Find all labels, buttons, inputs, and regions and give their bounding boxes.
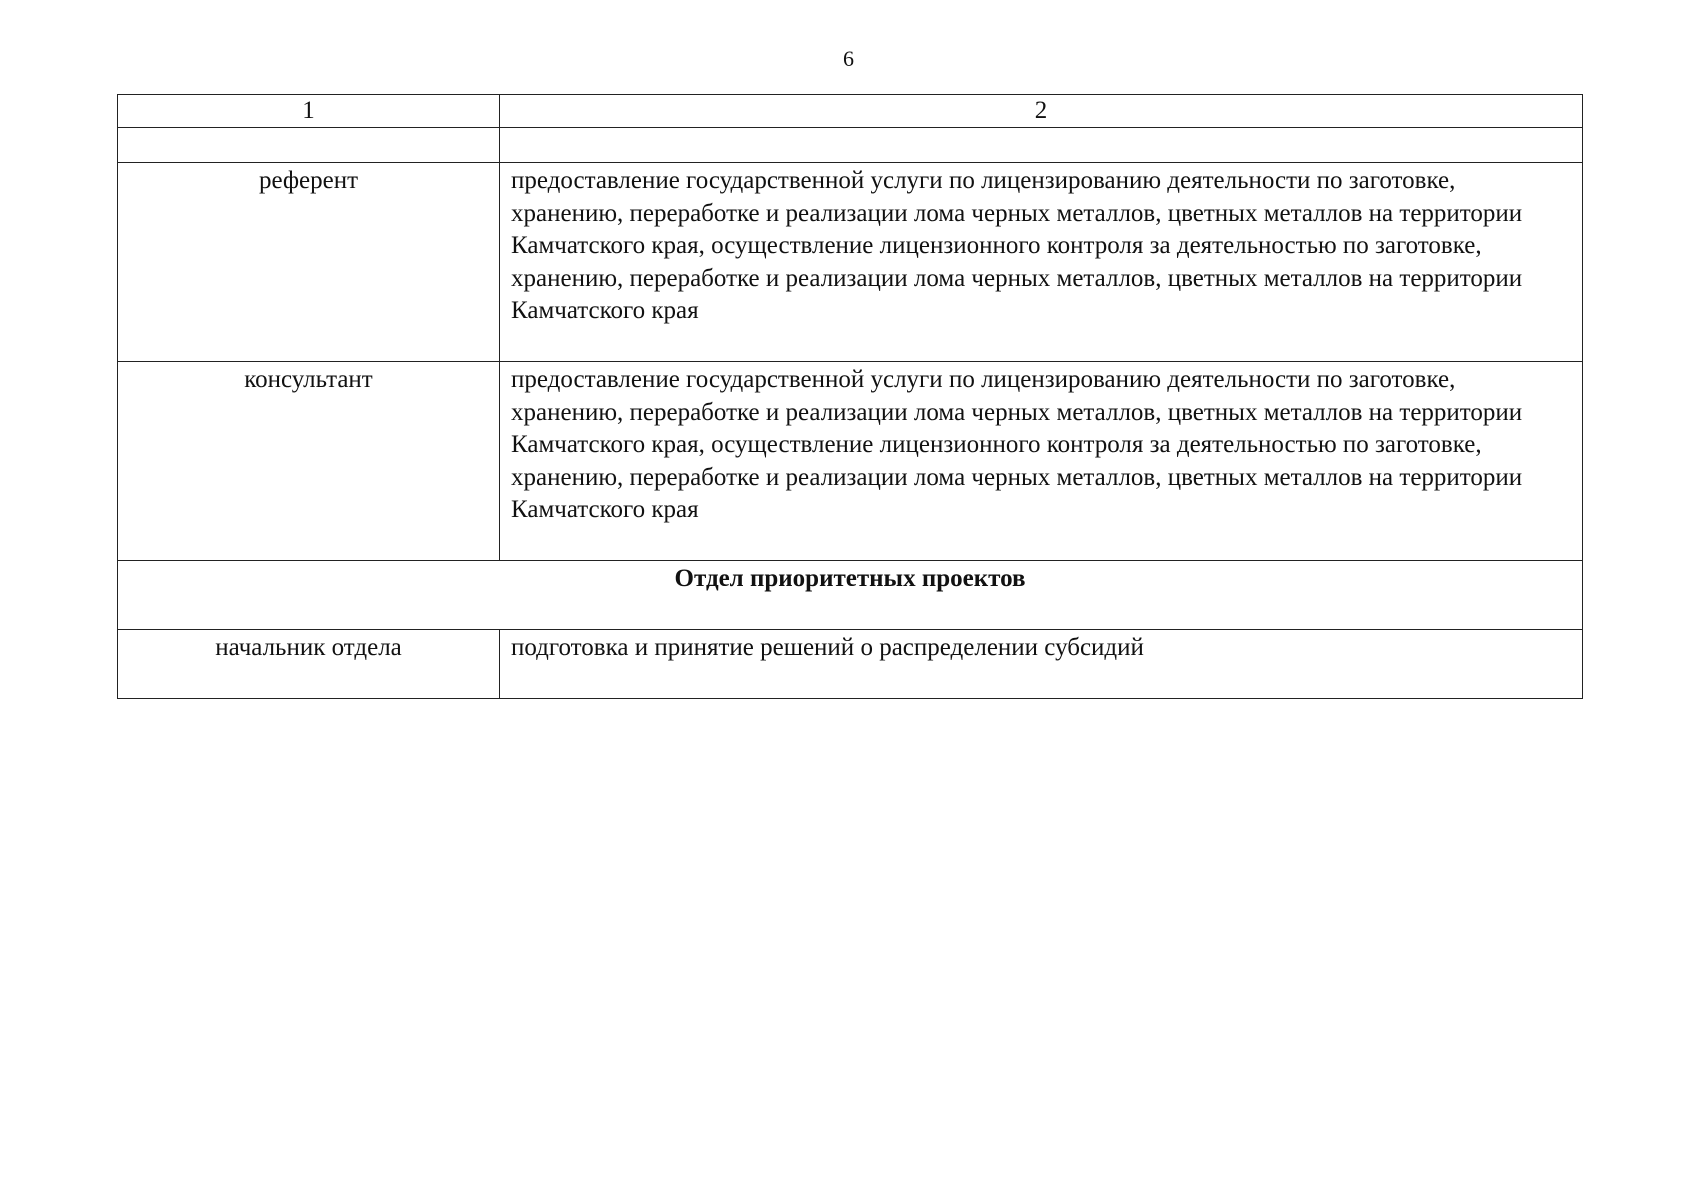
position-cell: референт [118, 163, 500, 362]
section-title: Отдел приоритетных проектов [118, 561, 1583, 630]
page-number: 6 [843, 46, 854, 71]
table-row [118, 362, 1583, 561]
duty-cell: предоставление государственной услуги по лицензированию деятельности по заготовке, хранению, переработке и реализации лома черных металлов, цветных металлов на территории Камчатского края, осуществление лицензионного контроля за деятельностью по заготовке, хранению, переработке и реализации лома черных металлов, цветных металлов на территории Камчатского края [500, 362, 1583, 561]
empty-cell [118, 128, 500, 163]
table-row [118, 630, 1583, 699]
table-header-row [118, 95, 1583, 128]
column-number-2: 2 [500, 95, 1583, 128]
position-cell: начальник отдела [118, 630, 500, 699]
empty-row [118, 128, 1583, 163]
duty-cell: предоставление государственной услуги по лицензированию деятельности по заготовке, хранению, переработке и реализации лома черных металлов, цветных металлов на территории Камчатского края, осуществление лицензионного контроля за деятельностью по заготовке, хранению, переработке и реализации лома черных металлов, цветных металлов на территории Камчатского края [500, 163, 1583, 362]
duty-cell: подготовка и принятие решений о распределении субсидий [500, 630, 1583, 699]
empty-cell [500, 128, 1583, 163]
section-header-row [118, 561, 1583, 630]
column-number-1: 1 [118, 95, 500, 128]
position-cell: консультант [118, 362, 500, 561]
table-row [118, 163, 1583, 362]
duties-table [117, 94, 1583, 699]
